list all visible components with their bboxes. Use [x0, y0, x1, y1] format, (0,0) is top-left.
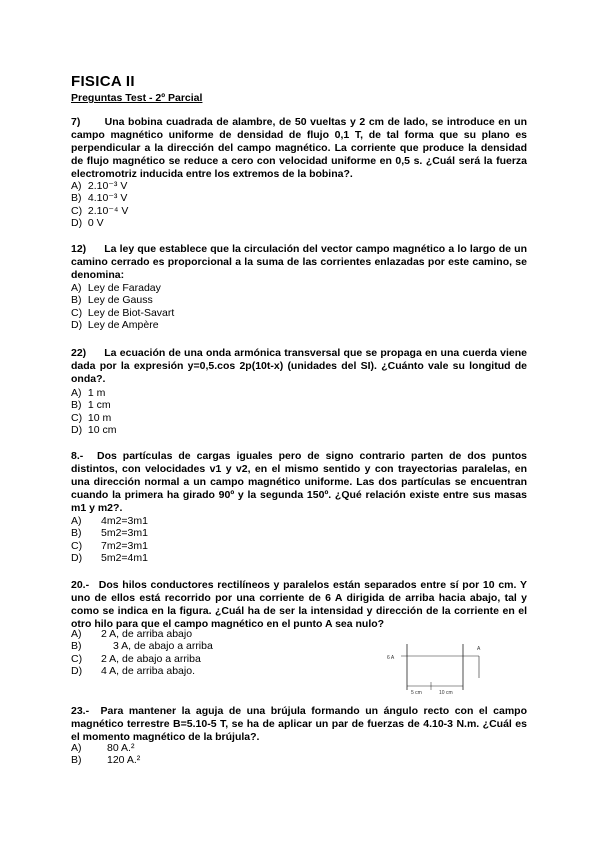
question-number: 22)	[71, 347, 87, 359]
option: B) 3 A, de abajo a arriba	[71, 640, 213, 653]
question-8	[71, 450, 527, 515]
option: C) 10 m	[71, 411, 112, 424]
question-text: Dos hilos conductores rectilíneos y paralelos están separados entre sí por 10 cm. Y uno de ellos está recorrido por una corriente de 6 A dirigida de arriba hacia abajo, tal y como se indica en la figura. ¿Cuál ha de ser la intensidad y dirección de la corriente en el otro hilo para que el campo magnético en el punto A sea nulo?	[71, 579, 527, 630]
question-number: 8.-	[71, 450, 84, 462]
option: A) Ley de Faraday	[71, 282, 161, 294]
question-12	[71, 243, 527, 282]
question-23	[71, 705, 527, 744]
question-12-options	[71, 282, 174, 332]
question-text: La ley que establece que la circulación del vector campo magnético a lo largo de un camino cerrado es proporcional a la suma de las corrientes enlazadas por este camino, se denomina:	[71, 243, 528, 281]
figure-dim-2: 10 cm	[439, 690, 453, 696]
question-text: Una bobina cuadrada de alambre, de 50 vueltas y 2 cm de lado, se introduce en un campo magnético uniforme de densidad de flujo 0,1 T, de tal forma que su plano es perpendicular a la dirección del campo magnético. La corriente que produce la densidad de flujo magnético se reduce a cero con velocidad uniforme en 0,5 s. ¿Cuál será la fuerza electromotriz inducida entre los extremos de la bobina?.	[71, 116, 527, 180]
option: A) 1 m	[71, 387, 106, 399]
question-number: 20.-	[71, 579, 90, 591]
option: B) 120 A.²	[71, 754, 141, 767]
question-8-options	[71, 515, 148, 565]
option: C) 2.10⁻⁴ V	[71, 204, 129, 217]
question-text: Dos partículas de cargas iguales pero de signo contrario parten de dos puntos distintos, con velocidades v1 y v2, en el mismo sentido y con trayectorias paralelas, en una dirección normal a un campo magnético uniforme. Las dos partículas se encuentran cuando la primera ha girado 90º y la segunda 150º. ¿Qué relación existe entre sus masas m1 y m2?.	[71, 450, 527, 514]
document-title: FISICA II	[71, 73, 135, 90]
option: A) 2.10⁻³ V	[71, 180, 128, 192]
option: D) 4 A, de arriba abajo.	[71, 665, 195, 678]
document-subtitle: Preguntas Test - 2º Parcial	[71, 92, 203, 104]
option: A) 2 A, de arriba abajo	[71, 628, 193, 640]
option: B) Ley de Gauss	[71, 294, 153, 307]
option: C) 7m2=3m1	[71, 539, 148, 552]
wires-diagram	[385, 642, 497, 698]
figure-dim-1: 5 cm	[411, 690, 422, 696]
option: B) 4.10⁻³ V	[71, 192, 128, 205]
question-20-options	[71, 628, 213, 678]
question-23-options	[71, 742, 140, 767]
option: A) 4m2=3m1	[71, 515, 148, 527]
question-text: La ecuación de una onda armónica transversal que se propaga en una cuerda viene dada por la expresión y=0,5.cos 2p(10t-x) (unidades del SI). ¿Cuánto vale su longitud de onda?.	[71, 347, 528, 385]
question-7-options	[71, 180, 128, 230]
option: C) Ley de Biot-Savart	[71, 306, 175, 319]
option: A) 80 A.²	[71, 742, 135, 754]
option: D) 5m2=4m1	[71, 552, 148, 565]
question-text: Para mantener la aguja de una brújula formando un ángulo recto con el campo magnético terrestre B=5.10-5 T, se ha de aplicar un par de fuerzas de 4.10-3 N.m. ¿Cuál es el momento magnético de la brújula?.	[71, 705, 527, 743]
option: C) 2 A, de abajo a arriba	[71, 652, 201, 665]
question-number: 12)	[71, 243, 87, 255]
figure-label-current: 6 A	[387, 655, 395, 661]
question-number: 23.-	[71, 705, 90, 717]
question-7	[71, 116, 527, 181]
wires-figure	[385, 642, 497, 698]
question-number: 7)	[71, 116, 81, 128]
option: B) 5m2=3m1	[71, 527, 148, 540]
option: D) Ley de Ampère	[71, 319, 159, 332]
figure-label-point-a: A	[477, 646, 481, 652]
question-20	[71, 579, 527, 631]
question-22-options	[71, 387, 117, 437]
option: D) 10 cm	[71, 424, 117, 437]
question-22	[71, 347, 527, 386]
option: D) 0 V	[71, 217, 104, 230]
option: B) 1 cm	[71, 399, 111, 412]
